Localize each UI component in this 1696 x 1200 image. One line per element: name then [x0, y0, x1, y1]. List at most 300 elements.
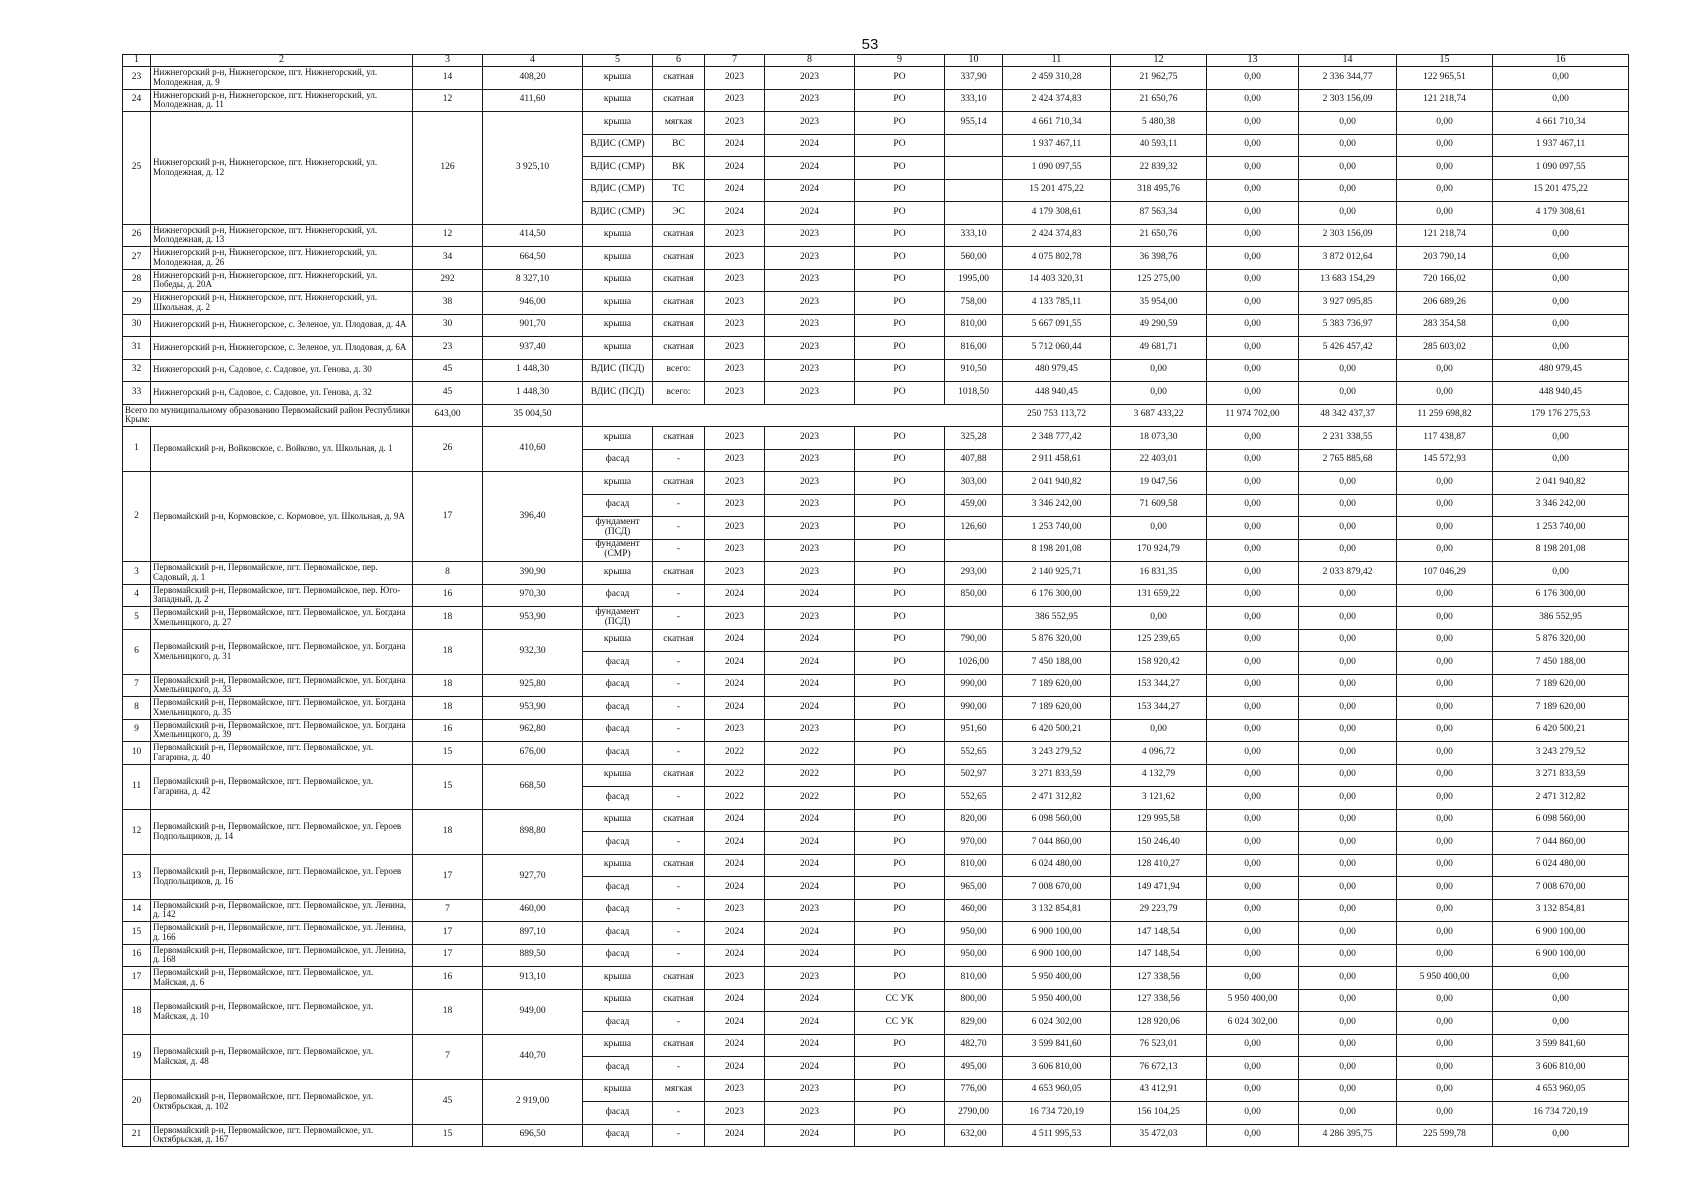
table-row [123, 809, 1629, 832]
register-table [122, 54, 1629, 1147]
owners-funds: 0,00 [1207, 247, 1299, 270]
work-subtype: - [653, 719, 705, 742]
table-row [123, 359, 1629, 382]
plan-year: 2023 [705, 224, 765, 247]
completion-year: 2024 [765, 1034, 855, 1057]
plan-year: 2023 [705, 337, 765, 360]
fund-funds: 4 179 308,61 [1493, 202, 1629, 225]
fund-method: РО [855, 89, 945, 112]
fund-funds: 6 024 480,00 [1493, 854, 1629, 877]
plan-year: 2023 [705, 472, 765, 495]
work-volume [945, 179, 1003, 202]
total-cost: 4 075 802,78 [1003, 247, 1111, 270]
work-type: фасад [583, 449, 653, 472]
address: Нижнегорский р-н, Нижнегорское, пгт. Нижнегорский, ул. Молодежная, д. 13 [151, 224, 413, 247]
regional-funds: 0,00 [1397, 1079, 1493, 1102]
plan-year: 2022 [705, 742, 765, 765]
work-subtype: - [653, 697, 705, 720]
total-area: 897,10 [483, 922, 583, 945]
completion-year: 2024 [765, 854, 855, 877]
address: Первомайский р-н, Первомайское, пгт. Первомайское, ул. Ленина, д. 166 [151, 922, 413, 945]
address: Первомайский р-н, Первомайское, пгт. Первомайское, ул. Ленина, д. 142 [151, 899, 413, 922]
column-number-header: 7 [705, 55, 765, 67]
unit-cost: 76 672,13 [1111, 1057, 1207, 1080]
address: Нижнегорский р-н, Нижнегорское, пгт. Нижнегорский, ул. Молодежная, д. 26 [151, 247, 413, 270]
federal-funds: 0,00 [1299, 674, 1397, 697]
work-type: фундамент (ПСД) [583, 517, 653, 540]
row-number: 18 [123, 989, 151, 1034]
table-row [123, 562, 1629, 585]
row-number: 19 [123, 1034, 151, 1079]
unit-cost: 0,00 [1111, 719, 1207, 742]
work-type: крыша [583, 112, 653, 135]
work-volume: 333,10 [945, 224, 1003, 247]
unit-cost: 125 275,00 [1111, 269, 1207, 292]
row-number: 25 [123, 112, 151, 225]
work-volume: 482,70 [945, 1034, 1003, 1057]
total-c11: 250 753 113,72 [1003, 404, 1111, 427]
work-volume: 990,00 [945, 697, 1003, 720]
fund-funds: 0,00 [1493, 1012, 1629, 1035]
federal-funds: 0,00 [1299, 202, 1397, 225]
completion-year: 2024 [765, 629, 855, 652]
work-type: фасад [583, 787, 653, 810]
total-cost: 7 044 860,00 [1003, 832, 1111, 855]
address: Первомайский р-н, Первомайское, пгт. Первомайское, ул. Богдана Хмельницкого, д. 35 [151, 697, 413, 720]
column-number-header: 1 [123, 55, 151, 67]
table-row [123, 899, 1629, 922]
plan-year: 2024 [705, 157, 765, 180]
work-volume: 965,00 [945, 877, 1003, 900]
completion-year: 2023 [765, 517, 855, 540]
completion-year: 2023 [765, 292, 855, 315]
apartments-count: 16 [413, 584, 483, 607]
completion-year: 2023 [765, 247, 855, 270]
work-volume: 810,00 [945, 314, 1003, 337]
plan-year: 2023 [705, 67, 765, 90]
work-volume: 816,00 [945, 337, 1003, 360]
unit-cost: 128 410,27 [1111, 854, 1207, 877]
regional-funds: 121 218,74 [1397, 89, 1493, 112]
completion-year: 2024 [765, 202, 855, 225]
unit-cost: 318 495,76 [1111, 179, 1207, 202]
unit-cost: 16 831,35 [1111, 562, 1207, 585]
fund-method: РО [855, 247, 945, 270]
total-cost: 5 712 060,44 [1003, 337, 1111, 360]
regional-funds: 121 218,74 [1397, 224, 1493, 247]
row-number: 2 [123, 472, 151, 562]
column-number-header: 4 [483, 55, 583, 67]
fund-funds: 16 734 720,19 [1493, 1102, 1629, 1125]
fund-funds: 386 552,95 [1493, 607, 1629, 630]
work-type: фасад [583, 899, 653, 922]
federal-funds: 0,00 [1299, 179, 1397, 202]
regional-funds: 0,00 [1397, 719, 1493, 742]
total-cost: 5 950 400,00 [1003, 989, 1111, 1012]
owners-funds: 0,00 [1207, 427, 1299, 450]
work-volume: 800,00 [945, 989, 1003, 1012]
table-row [123, 697, 1629, 720]
plan-year: 2023 [705, 359, 765, 382]
unit-cost: 49 681,71 [1111, 337, 1207, 360]
unit-cost: 150 246,40 [1111, 832, 1207, 855]
work-volume: 820,00 [945, 809, 1003, 832]
column-number-header: 10 [945, 55, 1003, 67]
address: Нижнегорский р-н, Нижнегорское, с. Зеленое, ул. Плодовая, д. 4А [151, 314, 413, 337]
table-row [123, 337, 1629, 360]
plan-year: 2024 [705, 832, 765, 855]
column-number-header: 14 [1299, 55, 1397, 67]
work-subtype: всего: [653, 382, 705, 405]
table-row [123, 674, 1629, 697]
fund-method: РО [855, 1124, 945, 1147]
work-volume [945, 157, 1003, 180]
address: Первомайский р-н, Первомайское, пгт. Первомайское, ул. Героев Подпольщиков, д. 16 [151, 854, 413, 899]
apartments-count: 15 [413, 1124, 483, 1147]
completion-year: 2024 [765, 922, 855, 945]
work-subtype: скатная [653, 1034, 705, 1057]
work-subtype: скатная [653, 562, 705, 585]
owners-funds: 0,00 [1207, 584, 1299, 607]
work-type: крыша [583, 629, 653, 652]
total-area: 410,60 [483, 427, 583, 472]
table-row [123, 292, 1629, 315]
total-cost: 3 243 279,52 [1003, 742, 1111, 765]
fund-method: РО [855, 179, 945, 202]
completion-year: 2023 [765, 67, 855, 90]
total-c14: 48 342 437,37 [1299, 404, 1397, 427]
work-type: ВДИС (СМР) [583, 157, 653, 180]
completion-year: 2023 [765, 472, 855, 495]
completion-year: 2024 [765, 877, 855, 900]
apartments-count: 7 [413, 899, 483, 922]
apartments-count: 18 [413, 697, 483, 720]
fund-funds: 0,00 [1493, 967, 1629, 990]
federal-funds: 0,00 [1299, 382, 1397, 405]
total-area: 962,80 [483, 719, 583, 742]
work-volume: 1995,00 [945, 269, 1003, 292]
federal-funds: 0,00 [1299, 517, 1397, 540]
fund-funds: 7 189 620,00 [1493, 697, 1629, 720]
owners-funds: 0,00 [1207, 742, 1299, 765]
owners-funds: 0,00 [1207, 449, 1299, 472]
total-area: 668,50 [483, 764, 583, 809]
total-cost: 2 424 374,83 [1003, 224, 1111, 247]
fund-funds: 0,00 [1493, 89, 1629, 112]
work-subtype: - [653, 584, 705, 607]
unit-cost: 21 962,75 [1111, 67, 1207, 90]
total-area: 949,00 [483, 989, 583, 1034]
plan-year: 2024 [705, 1124, 765, 1147]
plan-year: 2024 [705, 854, 765, 877]
federal-funds: 2 303 156,09 [1299, 224, 1397, 247]
total-cost: 8 198 201,08 [1003, 539, 1111, 562]
regional-funds: 0,00 [1397, 1012, 1493, 1035]
fund-funds: 7 450 188,00 [1493, 652, 1629, 675]
completion-year: 2024 [765, 134, 855, 157]
plan-year: 2023 [705, 494, 765, 517]
total-cost: 3 346 242,00 [1003, 494, 1111, 517]
owners-funds: 0,00 [1207, 157, 1299, 180]
total-cost: 4 653 960,05 [1003, 1079, 1111, 1102]
total-area: 460,00 [483, 899, 583, 922]
completion-year: 2023 [765, 967, 855, 990]
regional-funds: 0,00 [1397, 944, 1493, 967]
work-volume: 910,50 [945, 359, 1003, 382]
unit-cost: 156 104,25 [1111, 1102, 1207, 1125]
fund-funds: 0,00 [1493, 427, 1629, 450]
total-area: 932,30 [483, 629, 583, 674]
row-number: 27 [123, 247, 151, 270]
table-row [123, 314, 1629, 337]
fund-method: РО [855, 832, 945, 855]
row-number: 29 [123, 292, 151, 315]
address: Нижнегорский р-н, Нижнегорское, пгт. Нижнегорский, ул. Молодежная, д. 12 [151, 112, 413, 225]
work-volume: 950,00 [945, 944, 1003, 967]
work-volume: 810,00 [945, 967, 1003, 990]
work-type: крыша [583, 854, 653, 877]
work-subtype: скатная [653, 67, 705, 90]
work-subtype: - [653, 607, 705, 630]
fund-funds: 0,00 [1493, 562, 1629, 585]
plan-year: 2023 [705, 1079, 765, 1102]
unit-cost: 0,00 [1111, 359, 1207, 382]
work-type: фасад [583, 652, 653, 675]
federal-funds: 0,00 [1299, 112, 1397, 135]
fund-method: РО [855, 314, 945, 337]
work-volume: 407,88 [945, 449, 1003, 472]
owners-funds: 0,00 [1207, 472, 1299, 495]
owners-funds: 0,00 [1207, 1057, 1299, 1080]
regional-funds: 0,00 [1397, 742, 1493, 765]
total-cost: 1 090 097,55 [1003, 157, 1111, 180]
regional-funds: 285 603,02 [1397, 337, 1493, 360]
table-row [123, 854, 1629, 877]
completion-year: 2023 [765, 337, 855, 360]
apartments-count: 38 [413, 292, 483, 315]
total-cost: 7 189 620,00 [1003, 697, 1111, 720]
total-area: 925,80 [483, 674, 583, 697]
address: Нижнегорский р-н, Садовое, с. Садовое, ул. Генова, д. 32 [151, 382, 413, 405]
completion-year: 2023 [765, 314, 855, 337]
row-number: 21 [123, 1124, 151, 1147]
regional-funds: 122 965,51 [1397, 67, 1493, 90]
apartments-count: 18 [413, 809, 483, 854]
completion-year: 2024 [765, 697, 855, 720]
address: Первомайский р-н, Войковское, с. Войково, ул. Школьная, д. 1 [151, 427, 413, 472]
total-c16: 179 176 275,53 [1493, 404, 1629, 427]
fund-funds: 0,00 [1493, 314, 1629, 337]
total-area: 1 448,30 [483, 382, 583, 405]
apartments-count: 17 [413, 854, 483, 899]
work-type: крыша [583, 562, 653, 585]
total-cost: 4 661 710,34 [1003, 112, 1111, 135]
completion-year: 2023 [765, 1102, 855, 1125]
completion-year: 2023 [765, 359, 855, 382]
work-subtype: скатная [653, 269, 705, 292]
work-volume: 325,28 [945, 427, 1003, 450]
work-volume: 460,00 [945, 899, 1003, 922]
fund-funds: 7 008 670,00 [1493, 877, 1629, 900]
work-volume: 810,00 [945, 854, 1003, 877]
fund-method: РО [855, 584, 945, 607]
regional-funds: 203 790,14 [1397, 247, 1493, 270]
owners-funds: 0,00 [1207, 112, 1299, 135]
owners-funds: 0,00 [1207, 382, 1299, 405]
fund-method: РО [855, 224, 945, 247]
total-cost: 480 979,45 [1003, 359, 1111, 382]
plan-year: 2024 [705, 809, 765, 832]
row-number: 16 [123, 944, 151, 967]
apartments-count: 7 [413, 1034, 483, 1079]
apartments-count: 17 [413, 944, 483, 967]
work-volume [945, 202, 1003, 225]
total-area: 2 919,00 [483, 1079, 583, 1124]
plan-year: 2023 [705, 967, 765, 990]
work-type: крыша [583, 292, 653, 315]
unit-cost: 36 398,76 [1111, 247, 1207, 270]
owners-funds: 6 024 302,00 [1207, 1012, 1299, 1035]
fund-method: РО [855, 517, 945, 540]
regional-funds: 117 438,87 [1397, 427, 1493, 450]
fund-method: РО [855, 202, 945, 225]
total-cost: 1 937 467,11 [1003, 134, 1111, 157]
total-cost: 16 734 720,19 [1003, 1102, 1111, 1125]
row-number: 28 [123, 269, 151, 292]
unit-cost: 87 563,34 [1111, 202, 1207, 225]
table-row [123, 1124, 1629, 1147]
address: Первомайский р-н, Первомайское, пгт. Первомайское, пер. Юго-Западный, д. 2 [151, 584, 413, 607]
plan-year: 2024 [705, 134, 765, 157]
table-row [123, 922, 1629, 945]
regional-funds: 0,00 [1397, 517, 1493, 540]
work-type: ВДИС (СМР) [583, 179, 653, 202]
apartments-count: 18 [413, 674, 483, 697]
plan-year: 2024 [705, 1057, 765, 1080]
work-subtype: ТС [653, 179, 705, 202]
regional-funds: 0,00 [1397, 922, 1493, 945]
work-type: фасад [583, 944, 653, 967]
total-cost: 6 098 560,00 [1003, 809, 1111, 832]
apartments-count: 45 [413, 382, 483, 405]
table-row [123, 742, 1629, 765]
work-volume: 502,97 [945, 764, 1003, 787]
work-subtype: - [653, 877, 705, 900]
total-cost: 7 008 670,00 [1003, 877, 1111, 900]
apartments-count: 17 [413, 472, 483, 562]
work-subtype: скатная [653, 427, 705, 450]
regional-funds: 0,00 [1397, 674, 1493, 697]
total-area: 953,90 [483, 697, 583, 720]
unit-cost: 3 121,62 [1111, 787, 1207, 810]
owners-funds: 0,00 [1207, 787, 1299, 810]
work-type: фасад [583, 922, 653, 945]
address: Первомайский р-н, Первомайское, пгт. Первомайское, ул. Майская, д. 48 [151, 1034, 413, 1079]
owners-funds: 0,00 [1207, 899, 1299, 922]
table-row [123, 67, 1629, 90]
regional-funds: 0,00 [1397, 1034, 1493, 1057]
total-area: 408,20 [483, 67, 583, 90]
column-number-header: 15 [1397, 55, 1493, 67]
fund-method: РО [855, 562, 945, 585]
regional-funds: 0,00 [1397, 1057, 1493, 1080]
address: Первомайский р-н, Первомайское, пгт. Первомайское, ул. Гагарина, д. 40 [151, 742, 413, 765]
work-subtype: - [653, 944, 705, 967]
unit-cost: 49 290,59 [1111, 314, 1207, 337]
work-subtype: - [653, 1057, 705, 1080]
regional-funds: 0,00 [1397, 697, 1493, 720]
federal-funds: 0,00 [1299, 157, 1397, 180]
regional-funds: 0,00 [1397, 179, 1493, 202]
federal-funds: 2 033 879,42 [1299, 562, 1397, 585]
work-subtype: скатная [653, 337, 705, 360]
work-volume: 552,65 [945, 742, 1003, 765]
total-c12: 3 687 433,22 [1111, 404, 1207, 427]
plan-year: 2023 [705, 292, 765, 315]
fund-funds: 448 940,45 [1493, 382, 1629, 405]
plan-year: 2024 [705, 202, 765, 225]
address: Нижнегорский р-н, Нижнегорское, с. Зеленое, ул. Плодовая, д. 6А [151, 337, 413, 360]
unit-cost: 0,00 [1111, 382, 1207, 405]
work-subtype: скатная [653, 292, 705, 315]
table-row [123, 382, 1629, 405]
total-cost: 2 471 312,82 [1003, 787, 1111, 810]
total-area: 946,00 [483, 292, 583, 315]
plan-year: 2024 [705, 922, 765, 945]
work-subtype: - [653, 1012, 705, 1035]
work-volume: 950,00 [945, 922, 1003, 945]
total-cost: 2 911 458,61 [1003, 449, 1111, 472]
total-cost: 14 403 320,31 [1003, 269, 1111, 292]
fund-method: РО [855, 449, 945, 472]
owners-funds: 0,00 [1207, 337, 1299, 360]
unit-cost: 153 344,27 [1111, 674, 1207, 697]
federal-funds: 0,00 [1299, 764, 1397, 787]
address: Первомайский р-н, Первомайское, пгт. Первомайское, пер. Садовый, д. 1 [151, 562, 413, 585]
row-number: 1 [123, 427, 151, 472]
row-number: 14 [123, 899, 151, 922]
work-volume: 632,00 [945, 1124, 1003, 1147]
row-number: 4 [123, 584, 151, 607]
apartments-count: 17 [413, 922, 483, 945]
federal-funds: 5 383 736,97 [1299, 314, 1397, 337]
regional-funds: 0,00 [1397, 877, 1493, 900]
table-row [123, 989, 1629, 1012]
total-cost: 2 424 374,83 [1003, 89, 1111, 112]
owners-funds: 0,00 [1207, 652, 1299, 675]
apartments-count: 14 [413, 67, 483, 90]
column-number-header: 9 [855, 55, 945, 67]
regional-funds: 0,00 [1397, 809, 1493, 832]
fund-method: РО [855, 742, 945, 765]
work-volume [945, 134, 1003, 157]
plan-year: 2024 [705, 1034, 765, 1057]
total-cost: 15 201 475,22 [1003, 179, 1111, 202]
total-area: 396,40 [483, 472, 583, 562]
fund-method: РО [855, 629, 945, 652]
plan-year: 2024 [705, 944, 765, 967]
page-number: 53 [861, 36, 879, 53]
regional-funds: 0,00 [1397, 652, 1493, 675]
unit-cost: 4 096,72 [1111, 742, 1207, 765]
table-row [123, 247, 1629, 270]
fund-method: РО [855, 922, 945, 945]
completion-year: 2024 [765, 584, 855, 607]
federal-funds: 0,00 [1299, 1012, 1397, 1035]
owners-funds: 0,00 [1207, 629, 1299, 652]
work-type: ВДИС (ПСД) [583, 382, 653, 405]
unit-cost: 125 239,65 [1111, 629, 1207, 652]
